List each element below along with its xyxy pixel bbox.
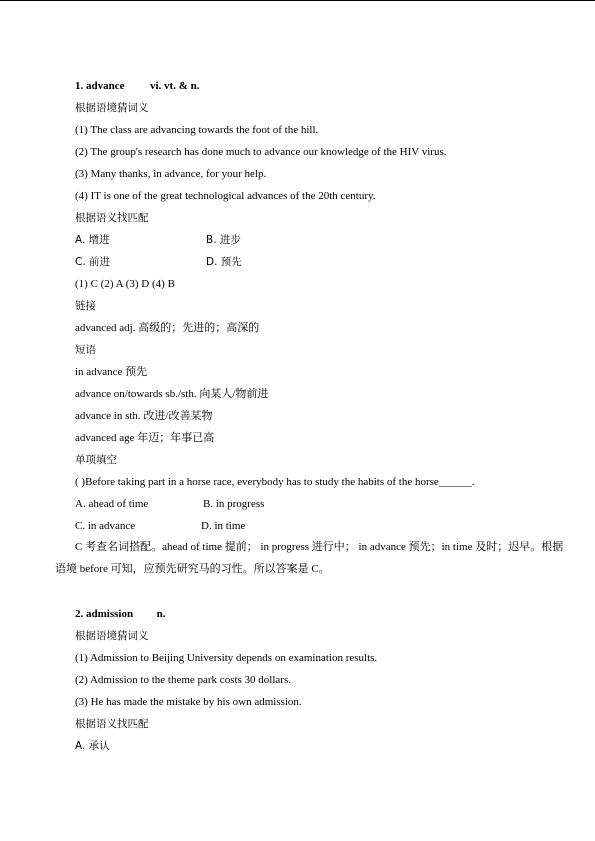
- option-b: B. 进步: [206, 234, 241, 246]
- choice-d: D. in time: [201, 520, 246, 532]
- link-item: advanced adj. 高级的；先进的；高深的: [75, 322, 260, 334]
- choice-b: B. in progress: [203, 498, 265, 510]
- entry-word: advance: [86, 80, 125, 92]
- example-sentence: (4) IT is one of the great technological advances of the 20th century.: [75, 190, 376, 202]
- phrase-header: 短语: [75, 344, 96, 356]
- option-d: D. 预先: [206, 256, 242, 268]
- example-sentence: (2) Admission to the theme park costs 30 dollars.: [75, 674, 291, 686]
- entry-heading-advance: [75, 79, 200, 93]
- answer-key: (1) C (2) A (3) D (4) B: [75, 278, 175, 290]
- phrase-item: advance on/towards sb./sth. 向某人/物前进: [75, 388, 269, 400]
- entry-number: 1.: [75, 80, 84, 92]
- match-header: 根据语义找匹配: [75, 718, 149, 730]
- option-c: C. 前进: [75, 256, 111, 268]
- choice-c: C. in advance: [75, 520, 136, 532]
- question-text: ( )Before taking part in a horse race, everybody has to study the habits of the horse______.: [75, 476, 475, 488]
- phrase-item: advanced age 年迈；年事已高: [75, 432, 215, 444]
- example-sentence: (1) The class are advancing towards the foot of the hill.: [75, 124, 319, 136]
- link-header: 链接: [75, 300, 96, 312]
- example-sentence: (3) He has made the mistake by his own admission.: [75, 696, 302, 708]
- option-a: A. 增进: [75, 234, 110, 246]
- entry-heading-admission: [75, 607, 165, 621]
- guess-header: 根据语境猜词义: [75, 630, 149, 642]
- entry-number: 2.: [75, 608, 84, 620]
- choice-a: A. ahead of time: [75, 498, 149, 510]
- phrase-item: in advance 预先: [75, 366, 148, 378]
- answer-explanation: C 考查名词搭配。ahead of time 提前； in progress 进行中； in advance 预先；in time 及时；迟早。根据语境 before 可知，应预先研究马的习性。所以答案是 C。: [55, 541, 564, 575]
- example-sentence: (1) Admission to Beijing University depends on examination results.: [75, 652, 378, 664]
- guess-header: 根据语境猜词义: [75, 102, 149, 114]
- example-sentence: (2) The group's research has done much to advance our knowledge of the HIV virus.: [75, 146, 447, 158]
- option-a: A. 承认: [75, 740, 110, 752]
- example-sentence: (3) Many thanks, in advance, for your help.: [75, 168, 267, 180]
- match-header: 根据语义找匹配: [75, 212, 149, 224]
- entry-pos: vi. vt. & n.: [150, 80, 200, 92]
- phrase-item: advance in sth. 改进/改善某物: [75, 410, 213, 422]
- entry-word: admission: [86, 608, 134, 620]
- multiple-choice-header: 单项填空: [75, 454, 117, 466]
- top-rule: [0, 0, 595, 1]
- entry-pos: n.: [156, 608, 166, 620]
